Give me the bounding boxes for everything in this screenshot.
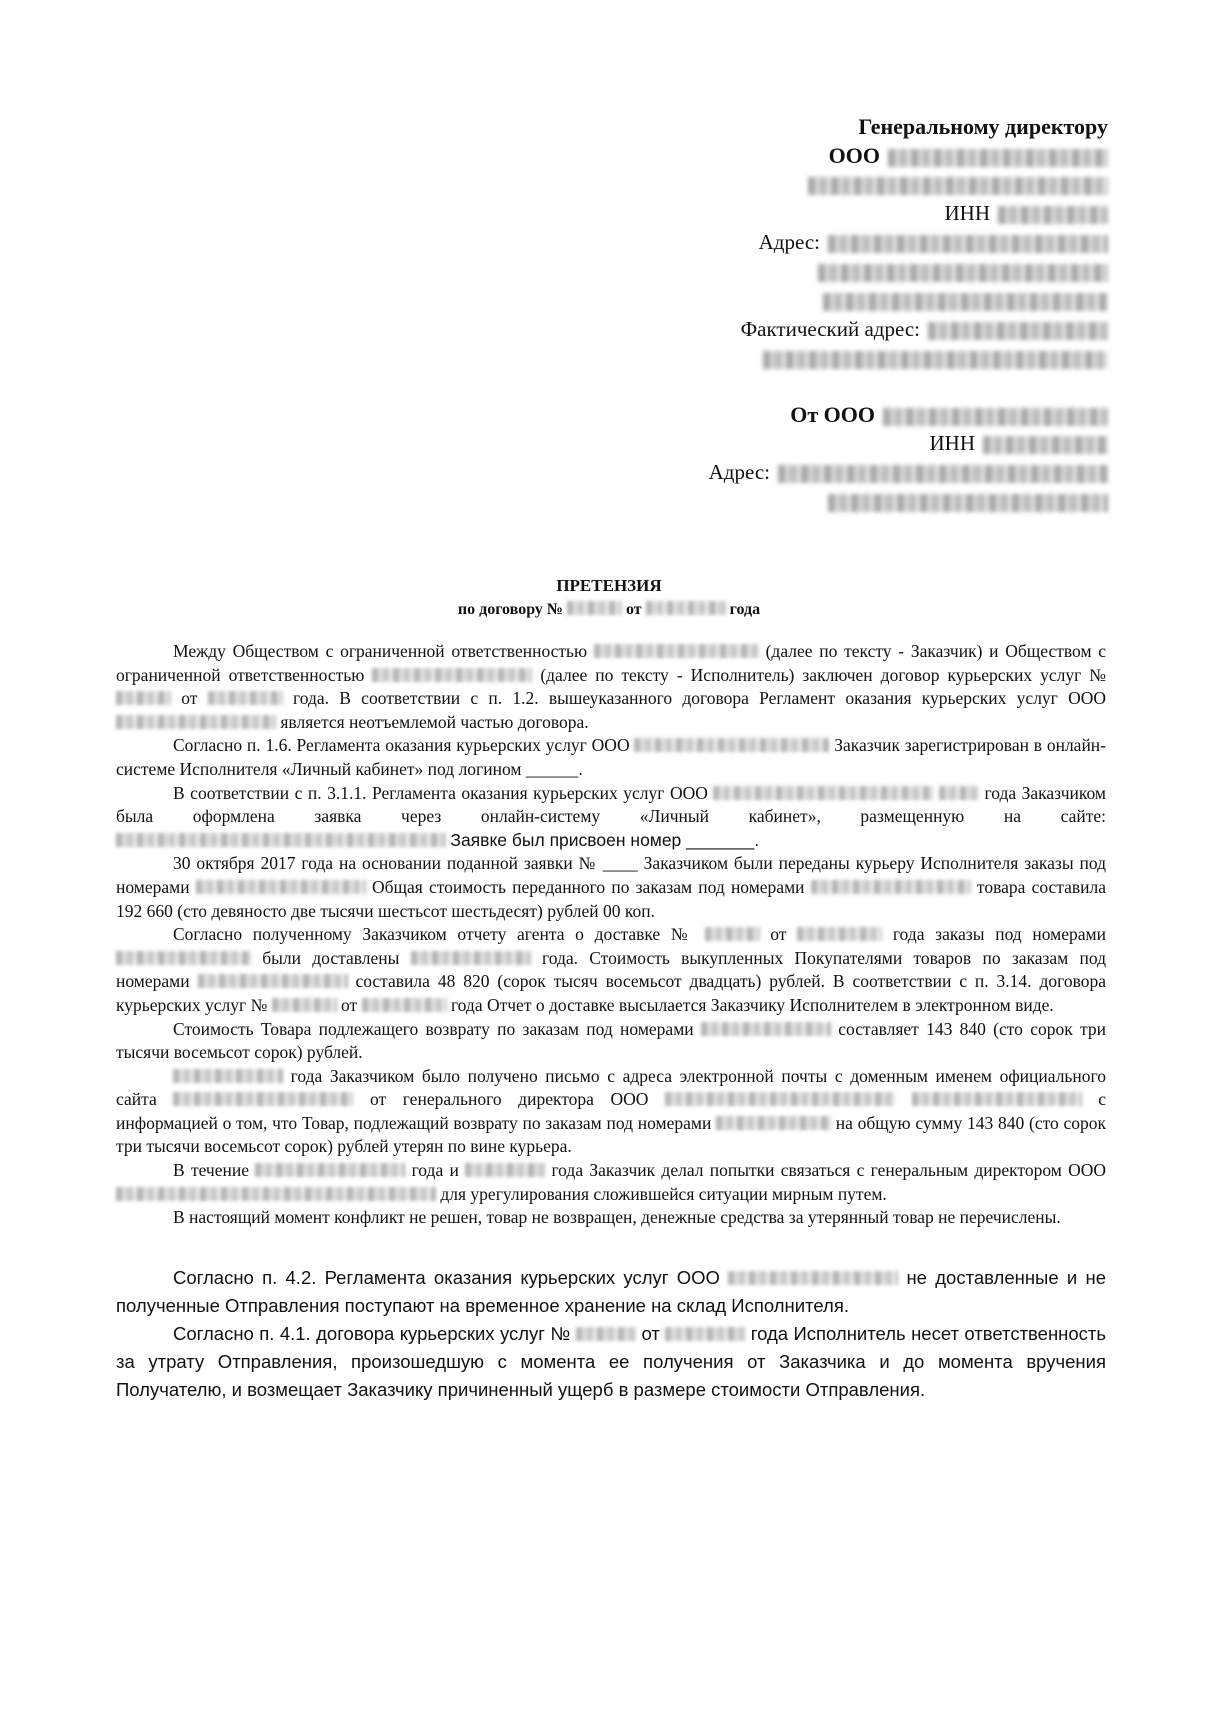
paragraph-2: Согласно п. 1.6. Регламента оказания курьерских услуг ООО Заказчик зарегистрирован в онлайн-системе Исполнителя «Личный кабинет» под логином ______.	[116, 735, 1107, 779]
addressee-address-label: Адрес:	[758, 230, 820, 254]
paragraph-6: Стоимость Товара подлежащего возврату по заказам под номерами составляет 143 840 (сто сорок три тысячи восемьсот сорок) рублей.	[116, 1018, 1107, 1063]
redacted-contract-number	[567, 601, 622, 615]
addressee-org-prefix: ООО	[828, 143, 880, 168]
sender-address-label: Адрес:	[708, 460, 770, 484]
paragraph-1: Между Обществом с ограниченной ответственностью (далее по тексту - Заказчик) и Обществом с ограниченной ответственностью (далее по тексту - Исполнитель) заключен договор курьерских услуг № от года. В соответствии с п. 1.2. вышеуказанного договора Регламент оказания курьерских услуг ООО является неотъемлемой частью договора.	[116, 641, 1107, 732]
redacted-sender-address-2	[828, 494, 1108, 512]
paragraph-3: В соответствии с п. 3.1.1. Регламента оказания курьерских услуг ООО года Заказчиком была оформлена заявка через онлайн-систему «Личный кабинет», размещенную на сайте: Заявке был присвоен номер _______.	[116, 782, 1106, 850]
title-subtitle	[0, 598, 1218, 622]
paragraph-9: В настоящий момент конфликт не решен, товар не возвращен, денежные средства за утерянный товар не перечислены.	[173, 1207, 1061, 1228]
redacted-address-3	[823, 293, 1108, 311]
redacted-sender-inn	[983, 436, 1108, 454]
document-body	[116, 640, 1106, 1404]
paragraph-4: 30 октября 2017 года на основании поданной заявки № ____ Заказчиком были переданы курьеру Исполнителя заказы под номерами Общая стоимость переданного по заказам под номерами товара составила 192 660 (сто девяносто две тысячи шестьсот шестьдесят) рублей 00 коп.	[116, 853, 1107, 921]
addressee-inn-label: ИНН	[944, 201, 990, 225]
actual-address-label: Фактический адрес:	[740, 317, 920, 341]
redacted-contract-date	[646, 601, 726, 615]
redacted-actual-address-2	[763, 351, 1108, 369]
paragraph-11: Согласно п. 4.1. договора курьерских услуг № от года Исполнитель несет ответственность за утрату Отправления, произошедшую с момента ее получения от Заказчика и до момента вручения Получателю, и возмещает Заказчику причиненный ущерб в размере стоимости Отправления.	[116, 1322, 1107, 1400]
sender-inn-label: ИНН	[929, 431, 975, 455]
redacted-sender-address-1	[778, 465, 1108, 483]
redacted-org-name	[888, 149, 1108, 167]
addressee-block	[548, 112, 1108, 516]
sans-section	[116, 1264, 1106, 1404]
redacted-actual-address-1	[928, 322, 1108, 340]
redacted-address-2	[818, 264, 1108, 282]
title-main: ПРЕТЕНЗИЯ	[556, 576, 662, 595]
paragraph-10: Согласно п. 4.2. Регламента оказания курьерских услуг ООО не доставленные и не полученные Отправления поступают на временное хранение на склад Исполнителя.	[116, 1266, 1106, 1316]
paragraph-7: года Заказчиком было получено письмо с адреса электронной почты с доменным именем официального сайта от генерального директора ООО с информацией о том, что Товар, подлежащий возврату по заказам под номерами на общую сумму 143 840 (сто сорок три тысячи восемьсот сорок) рублей утерян по вине курьера.	[116, 1065, 1107, 1157]
title-sub-prefix: по договору №	[457, 601, 563, 618]
paragraph-5: Согласно полученному Заказчиком отчету агента о доставке № от года заказы под номерами были доставлены года. Стоимость выкупленных Покупателями товаров по заказам под номерами составила 48 820 (сорок тысяч восемьсот двадцать) рублей. В соответствии с п. 3.14. договора курьерских услуг № от года Отчет о доставке высылается Заказчику Исполнителем в электронном виде.	[116, 924, 1107, 1015]
redacted-inn	[998, 206, 1108, 224]
document-title	[0, 574, 1218, 622]
redacted-sender-org	[883, 408, 1108, 426]
addressee-title: Генеральному директору	[858, 114, 1108, 139]
redacted-address-1	[828, 235, 1108, 253]
paragraph-8: В течение года и года Заказчик делал попытки связаться с генеральным директором ООО для урегулирования сложившейся ситуации мирным путем.	[116, 1159, 1106, 1206]
redacted-director-name	[808, 177, 1108, 195]
title-sub-suffix: года	[729, 601, 761, 618]
sender-prefix: От ООО	[790, 402, 875, 427]
title-sub-mid: от	[625, 601, 642, 618]
